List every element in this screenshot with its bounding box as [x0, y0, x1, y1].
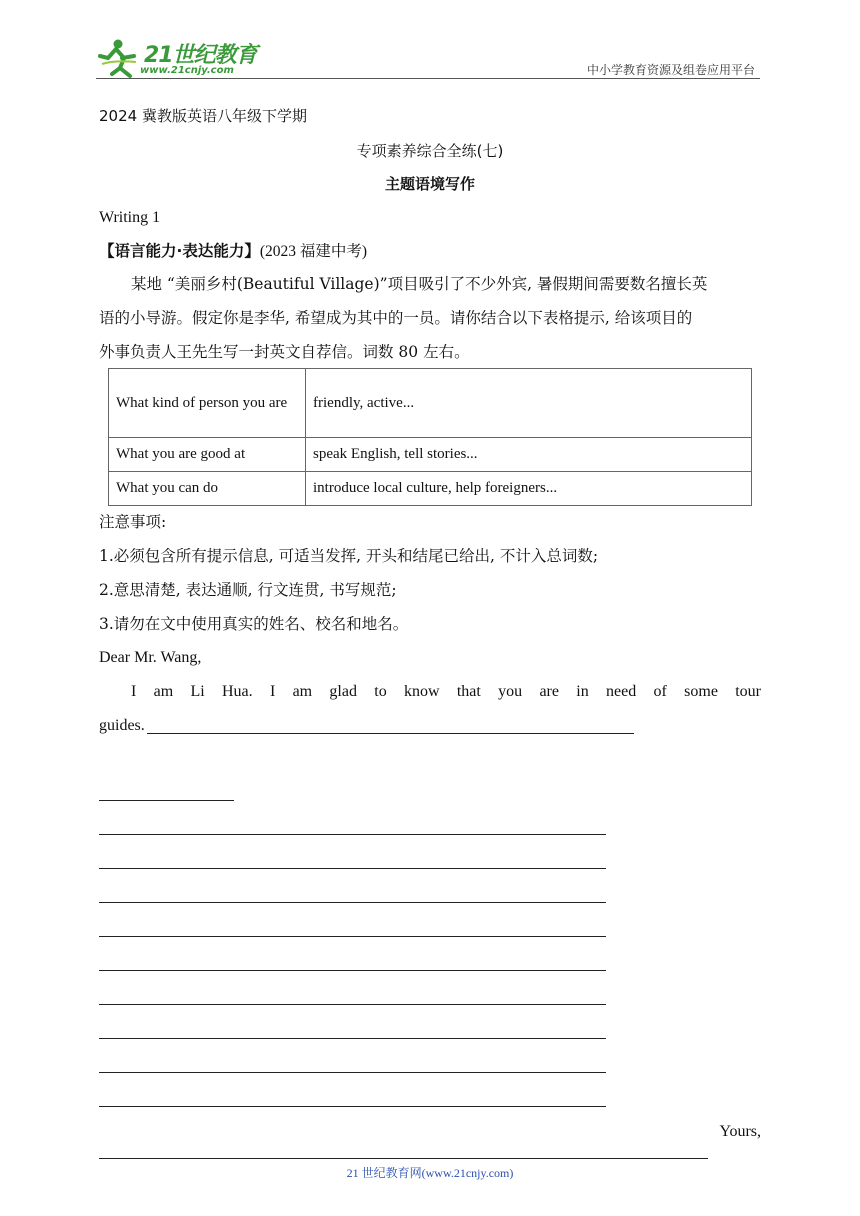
page-subtitle: 主题语境写作 [384, 175, 475, 193]
answer-line[interactable] [99, 1038, 606, 1039]
answer-line[interactable] [99, 936, 606, 937]
table-row [109, 438, 752, 472]
intro-line-3: 外事负责人王先生写一封英文自荐信。词数 80 左右。 [99, 343, 470, 361]
answer-line[interactable] [99, 868, 606, 869]
header-divider [96, 78, 760, 79]
answer-line[interactable] [99, 834, 606, 835]
table-cell-prompt: What you can do [109, 472, 306, 506]
intro-line-2: 语的小导游。假定你是李华, 希望成为其中的一员。请你结合以下表格提示, 给该项目的 [99, 309, 693, 327]
answer-line[interactable] [147, 733, 634, 734]
logo-url: www.21cnjy.com [140, 65, 234, 76]
table-cell-prompt: What kind of person you are [109, 369, 306, 438]
question-tag [99, 241, 367, 262]
hint-table [108, 368, 752, 506]
page-title: 专项素养综合全练(七) [356, 142, 504, 160]
letter-opening-line-1: I am Li Hua. I am glad to know that you are in need of some tour [131, 683, 761, 700]
letter-opening-line-2: guides. [99, 717, 145, 734]
table-row [109, 472, 752, 506]
intro-line-1: 某地 “美丽乡村(Beautiful Village)”项目吸引了不少外宾, 暑假期间需要数名擅长英 [131, 275, 708, 293]
course-line: 2024 冀教版英语八年级下学期 [99, 107, 307, 125]
note-item-1: 1.必须包含所有提示信息, 可适当发挥, 开头和结尾已给出, 不计入总词数; [99, 547, 599, 565]
notes-heading: 注意事项: [99, 513, 167, 531]
footer-divider [99, 1158, 708, 1159]
letter-salutation: Dear Mr. Wang, [99, 649, 202, 666]
table-cell-hint: friendly, active... [306, 369, 752, 438]
logo-text: 21世纪教育 [144, 43, 257, 68]
letter-closing: Yours, [719, 1123, 761, 1140]
answer-line[interactable] [99, 800, 234, 801]
table-row [109, 369, 752, 438]
table-cell-prompt: What you are good at [109, 438, 306, 472]
note-item-2: 2.意思清楚, 表达通顺, 行文连贯, 书写规范; [99, 581, 397, 599]
answer-line[interactable] [99, 970, 606, 971]
table-cell-hint: speak English, tell stories... [306, 438, 752, 472]
note-item-3: 3.请勿在文中使用真实的姓名、校名和地名。 [99, 615, 409, 633]
site-logo [96, 36, 266, 80]
answer-line[interactable] [99, 902, 606, 903]
answer-line[interactable] [99, 1072, 606, 1073]
footer-link[interactable]: 21 世纪教育网(www.21cnjy.com) [346, 1166, 514, 1180]
tag-bracket: 【语言能力·表达能力】 [99, 242, 260, 260]
tag-source: (2023 福建中考) [259, 243, 368, 260]
table-cell-hint: introduce local culture, help foreigners... [306, 472, 752, 506]
writing-label: Writing 1 [99, 209, 161, 226]
answer-line[interactable] [99, 1106, 606, 1107]
header-platform-text: 中小学教育资源及组卷应用平台 [586, 63, 755, 77]
answer-line[interactable] [99, 1004, 606, 1005]
